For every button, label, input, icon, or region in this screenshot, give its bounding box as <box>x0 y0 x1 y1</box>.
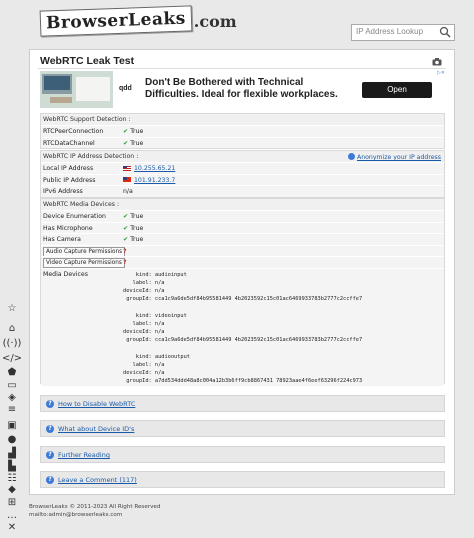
row-label: Has Microphone <box>43 224 93 232</box>
site-header <box>0 0 474 46</box>
location-icon[interactable]: ● <box>7 433 17 445</box>
more-icon[interactable]: … <box>7 509 17 521</box>
site-footer <box>29 503 160 519</box>
row-label: IPv6 Address <box>43 188 83 195</box>
ad-brand: qdd <box>119 85 132 92</box>
info-icon: ? <box>46 400 54 408</box>
table-row <box>41 125 444 137</box>
adchoices-icon[interactable]: ▷✕ <box>436 70 445 76</box>
table-row <box>41 174 444 186</box>
media-devices-section <box>40 198 445 384</box>
lock-icon[interactable]: ▣ <box>7 419 17 431</box>
table-row <box>41 233 444 245</box>
row-label: Device Enumeration <box>43 213 106 220</box>
tools-icon[interactable]: ✕ <box>7 521 17 533</box>
footer-email[interactable]: mailto:admin@browserleaks.com <box>29 512 123 518</box>
table-row <box>41 162 444 174</box>
info-icon: ? <box>46 425 54 433</box>
shield-icon[interactable]: ⬟ <box>7 366 17 378</box>
info-link[interactable]: Leave a Comment (117) <box>58 476 137 484</box>
anonymize-ip-link[interactable]: Anonymize your IP address <box>348 152 441 163</box>
row-label: Media Devices <box>43 270 88 278</box>
flag-icon <box>123 166 131 171</box>
info-icon: ? <box>46 476 54 484</box>
title-divider <box>38 68 446 69</box>
row-value: True <box>130 236 144 243</box>
check-icon: ✔ <box>123 128 129 135</box>
table-row <box>41 185 444 197</box>
flag-icon <box>123 177 131 182</box>
page-title: WebRTC Leak Test <box>40 55 135 67</box>
row-value: True <box>130 224 144 232</box>
home-icon[interactable]: ⌂ <box>8 322 16 334</box>
row-label: RTCDataChannel <box>43 139 95 147</box>
row-value: True <box>130 139 144 147</box>
main-panel <box>29 49 455 495</box>
check-icon: ✔ <box>123 224 129 232</box>
row-label: Local IP Address <box>43 165 94 172</box>
tux-icon[interactable]: ◆ <box>8 483 16 495</box>
pin-icon[interactable]: ☆ <box>7 302 17 314</box>
table-row <box>41 268 444 386</box>
ip-lookup-input[interactable]: IP Address Lookup <box>351 24 455 41</box>
section-heading: WebRTC IP Address Detection : Anonymize your IP address <box>43 153 441 161</box>
unknown-mark: ? <box>123 259 127 266</box>
check-icon: ✔ <box>123 213 129 220</box>
ad-image <box>40 71 113 108</box>
bars-icon[interactable]: ▙ <box>8 460 16 472</box>
broadcast-icon[interactable]: ((·)) <box>2 337 22 349</box>
info-device-ids[interactable] <box>40 420 445 437</box>
section-heading: WebRTC Media Devices : <box>43 201 120 208</box>
row-label: Has Camera <box>43 236 81 243</box>
table-row <box>41 222 444 234</box>
local-ip-link[interactable]: 10.255.65.21 <box>134 165 176 172</box>
list-icon[interactable]: ☷ <box>7 472 17 484</box>
info-link[interactable]: Further Reading <box>58 451 110 459</box>
info-further-reading[interactable] <box>40 446 445 463</box>
info-link[interactable]: How to Disable WebRTC <box>58 400 136 408</box>
logo-text: BrowserLeaks <box>40 5 193 36</box>
camera-icon[interactable] <box>432 58 442 66</box>
stack-icon[interactable]: ≡ <box>7 403 17 415</box>
row-value: True <box>130 213 144 220</box>
table-row <box>41 256 444 268</box>
site-logo[interactable] <box>40 6 237 36</box>
table-row <box>41 245 444 257</box>
media-devices-list: kind: audioinput label: n/a deviceId: n/a groupId: cca1c9a6de5df84b95581449 4b2023592c15c01ac6469933783b2777c2ccffe7 kind: videoinput label: n/a deviceId: n/a groupId: cca1c9a6de5df84b95581449 4b2023592c15c01ac6469933783b2777c2ccffe7 kind: audiooutput label: n/a deviceId: n/a groupId: a7dd534ddd48a8c004a12b3b6ff9cb8867431 78923aae4f6eef63296f224c973 <box>123 271 363 385</box>
check-icon: ✔ <box>123 139 129 147</box>
windows-icon[interactable]: ⊞ <box>7 496 17 508</box>
info-comments[interactable] <box>40 471 445 488</box>
code-icon[interactable]: </> <box>1 352 23 364</box>
public-ip-link[interactable]: 101.91.233.7 <box>134 176 176 184</box>
info-link[interactable]: What about Device ID's <box>58 425 135 433</box>
signal-icon[interactable]: ▟ <box>8 447 16 459</box>
table-row <box>41 210 444 222</box>
info-icon: ? <box>46 451 54 459</box>
video-capture-button[interactable]: Video Capture Permissions <box>43 258 125 268</box>
search-icon[interactable] <box>439 26 451 38</box>
vpn-icon <box>348 153 355 160</box>
section-heading: WebRTC Support Detection : <box>43 116 131 123</box>
row-value: True <box>130 128 144 135</box>
table-row <box>41 137 444 149</box>
left-toolbar <box>0 300 24 538</box>
ad-banner[interactable] <box>40 71 445 108</box>
ad-open-button[interactable]: Open <box>362 82 432 98</box>
support-detection-section <box>40 113 445 149</box>
ad-headline: Don't Be Bothered with Technical Difficulties. Ideal for flexible workplaces. <box>145 77 338 100</box>
row-value: n/a <box>123 188 133 195</box>
footer-copyright: BrowserLeaks © 2011-2023 All Right Reserved <box>29 504 161 510</box>
row-label: Public IP Address <box>43 176 96 184</box>
monitor-icon[interactable]: ▭ <box>7 379 17 391</box>
logo-suffix: .com <box>193 11 237 31</box>
check-icon: ✔ <box>123 236 129 243</box>
ip-detection-section <box>40 150 445 198</box>
row-label: RTCPeerConnection <box>43 128 104 135</box>
unknown-mark: ? <box>123 247 127 255</box>
cube-icon[interactable]: ◈ <box>8 391 16 403</box>
audio-capture-button[interactable]: Audio Capture Permissions <box>43 247 125 257</box>
info-disable-webrtc[interactable] <box>40 395 445 412</box>
